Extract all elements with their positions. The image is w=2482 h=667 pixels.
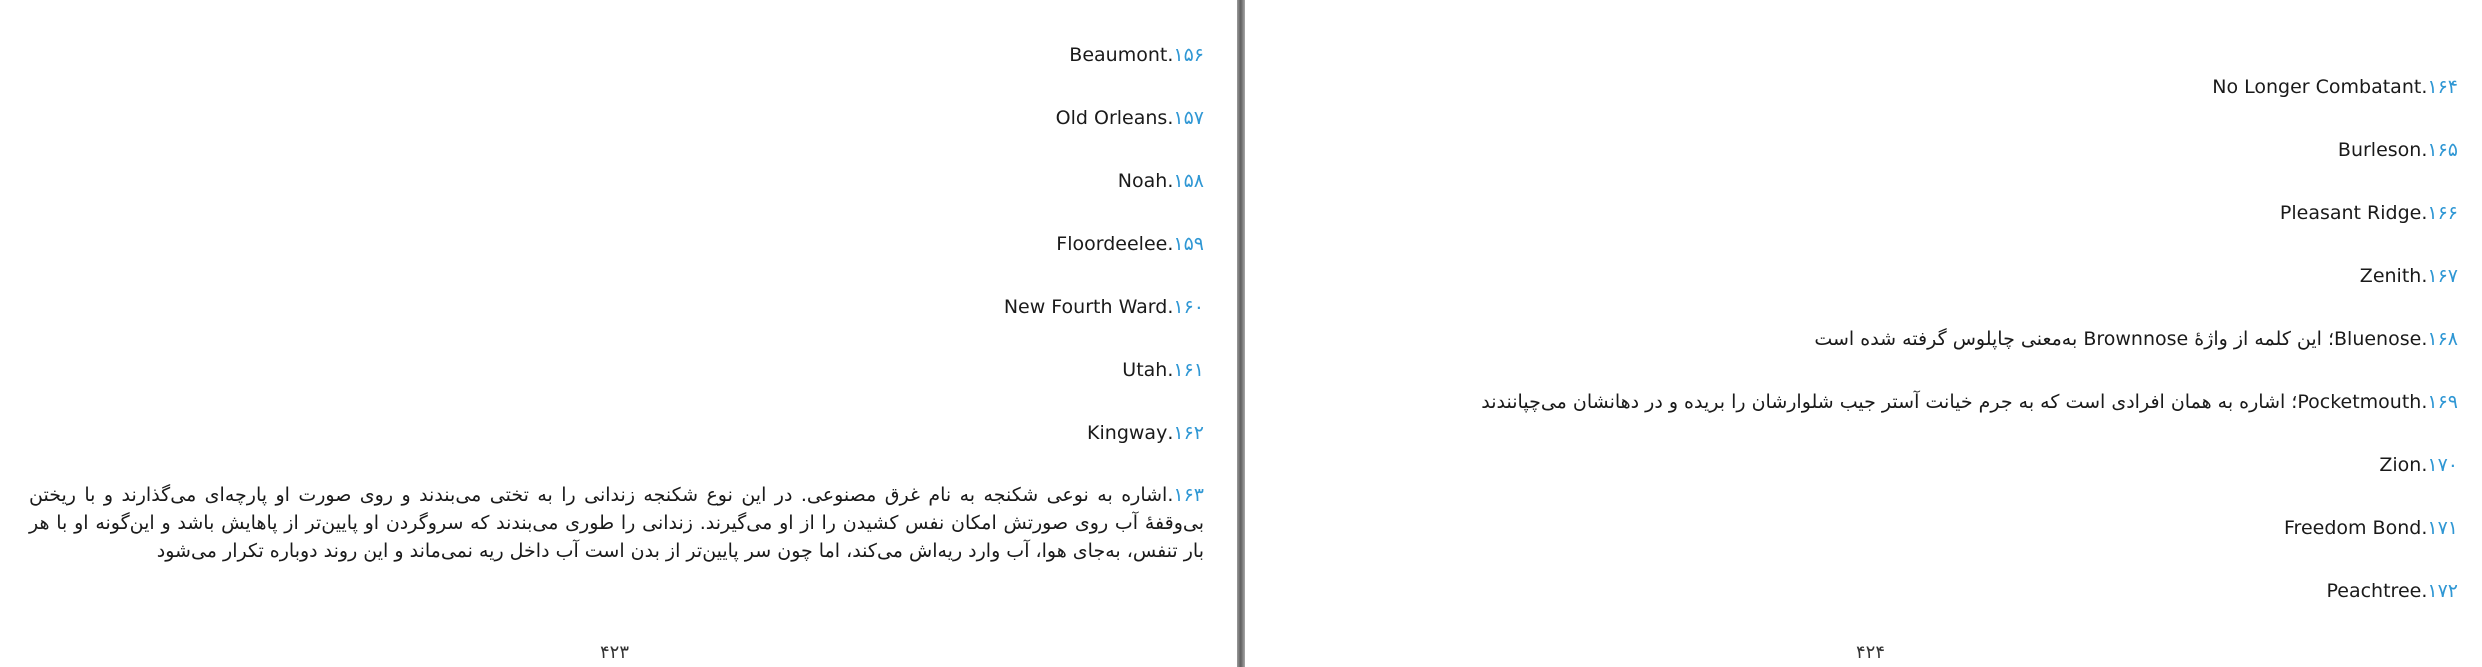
footnote-term: New Fourth Ward (1003, 296, 1168, 318)
footnote-172: ۱۷۲.Peachtree (2326, 580, 2458, 602)
footnote-term: Beaumont (1069, 44, 1168, 66)
footnote-number: ۱۵۷ (1173, 107, 1204, 129)
footnote-number: ۱۵۸ (1173, 170, 1204, 192)
footnote-164: ۱۶۴.No Longer Combatant (2212, 76, 2458, 98)
footnote-term: Noah (1117, 170, 1168, 192)
footnote-156: ۱۵۶.Beaumont (1069, 44, 1204, 66)
footnote-term: Pleasant Ridge (2279, 202, 2422, 224)
footnote-171: ۱۷۱.Freedom Bond (2284, 517, 2458, 539)
footnote-term: Old Orleans (1055, 107, 1168, 129)
footnote-number: ۱۷۰ (2427, 454, 2458, 476)
footnote-term: Burleson (2337, 139, 2422, 161)
footnote-number: ۱۶۵ (2427, 139, 2458, 161)
footnote-number: ۱۶۹ (2427, 391, 2458, 413)
footnote-number: ۱۷۲ (2427, 580, 2458, 602)
footnote-163-paragraph: ۱۶۳.اشاره به نوعی شکنجه به نام غرق مصنوعی. در این نوع شکنجه زندانی را به تختی می‌بندند و روی صورت او پارچه‌ای می‌گذارند و با ریختن بی‌وقفهٔ آب روی صورتش امکان نفس کشیدن را از او می‌گیرند. زندانی را طوری می‌بندند که سروگردن او پایین‌تر از پاهایش باشد و این‌گونه او با هر بار تنفس، به‌جای هوا، آب وارد ریه‌اش می‌کند، اما چون سر پایین‌تر از بدن است آب داخل ریه نمی‌ماند و این روند دوباره تکرار می‌شود (29, 484, 1204, 562)
footnote-term: No Longer Combatant (2212, 76, 2422, 98)
footnote-157: ۱۵۷.Old Orleans (1055, 107, 1204, 129)
footnote-term: Floordeelee (1056, 233, 1168, 255)
footnote-159: ۱۵۹.Floordeelee (1056, 233, 1204, 255)
footnote-170: ۱۷۰.Zion (2379, 454, 2458, 476)
footnote-number: ۱۶۱ (1173, 359, 1204, 381)
footnote-term: Bluenose (2334, 328, 2422, 350)
book-gutter (1237, 0, 1245, 667)
footnote-number: ۱۵۶ (1173, 44, 1204, 66)
footnote-169: ۱۶۹.Pocketmouth؛ اشاره به همان افرادی است که به جرم خیانت آستر جیب شلوارشان را بریده و در دهانشان می‌چپانندند (1481, 391, 2458, 413)
footnote-number: ۱۷۱ (2427, 517, 2458, 539)
footnote-number: ۱۶۶ (2427, 202, 2458, 224)
footnote-number: ۱۶۷ (2427, 265, 2458, 287)
footnote-161: ۱۶۱.Utah (1122, 359, 1204, 381)
page-number: ۴۲۴ (1856, 642, 1886, 663)
footnote-number: ۱۶۴ (2427, 76, 2458, 98)
footnote-167: ۱۶۷.Zenith (2359, 265, 2458, 287)
footnote-165: ۱۶۵.Burleson (2337, 139, 2458, 161)
footnote-number: ۱۶۳ (1173, 484, 1204, 506)
footnote-text: ؛ این کلمه از واژهٔ Brownnose به‌معنی چاپلوس گرفته شده است (1814, 328, 2335, 350)
footnote-158: ۱۵۸.Noah (1117, 170, 1204, 192)
footnote-text: اشاره به نوعی شکنجه به نام غرق مصنوعی. در این نوع شکنجه زندانی را به تختی می‌بندند و روی صورت او پارچه‌ای می‌گذارند و با ریختن بی‌وقفهٔ آب روی صورتش امکان نفس کشیدن را از او می‌گیرند. زندانی را طوری می‌بندند که سروگردن او پایین‌تر از پاهایش باشد و این‌گونه او با هر بار تنفس، به‌جای هوا، آب وارد ریه‌اش می‌کند، اما چون سر پایین‌تر از بدن است آب داخل ریه نمی‌ماند و این روند دوباره تکرار می‌شود (29, 484, 1204, 562)
footnote-term: Peachtree (2326, 580, 2422, 602)
footnote-term: Pocketmouth (2297, 391, 2422, 413)
footnote-168: ۱۶۸.Bluenose؛ این کلمه از واژهٔ Brownnose به‌معنی چاپلوس گرفته شده است (1814, 328, 2458, 350)
page-number: ۴۲۳ (600, 642, 630, 663)
footnote-term: Freedom Bond (2284, 517, 2422, 539)
footnote-160: ۱۶۰.New Fourth Ward (1003, 296, 1204, 318)
footnote-162: ۱۶۲.Kingway (1087, 422, 1204, 444)
footnote-term: Utah (1122, 359, 1168, 381)
footnote-term: Zion (2379, 454, 2422, 476)
footnote-number: ۱۶۸ (2427, 328, 2458, 350)
footnote-term: Kingway (1087, 422, 1168, 444)
footnote-term: Zenith (2359, 265, 2422, 287)
footnote-number: ۱۶۰ (1173, 296, 1204, 318)
footnote-text: ؛ اشاره به همان افرادی است که به جرم خیانت آستر جیب شلوارشان را بریده و در دهانشان می‌چپانندند (1481, 391, 2298, 413)
right-page (1245, 0, 2482, 667)
left-page (0, 0, 1237, 667)
footnote-number: ۱۶۲ (1173, 422, 1204, 444)
footnote-166: ۱۶۶.Pleasant Ridge (2279, 202, 2458, 224)
footnote-number: ۱۵۹ (1173, 233, 1204, 255)
